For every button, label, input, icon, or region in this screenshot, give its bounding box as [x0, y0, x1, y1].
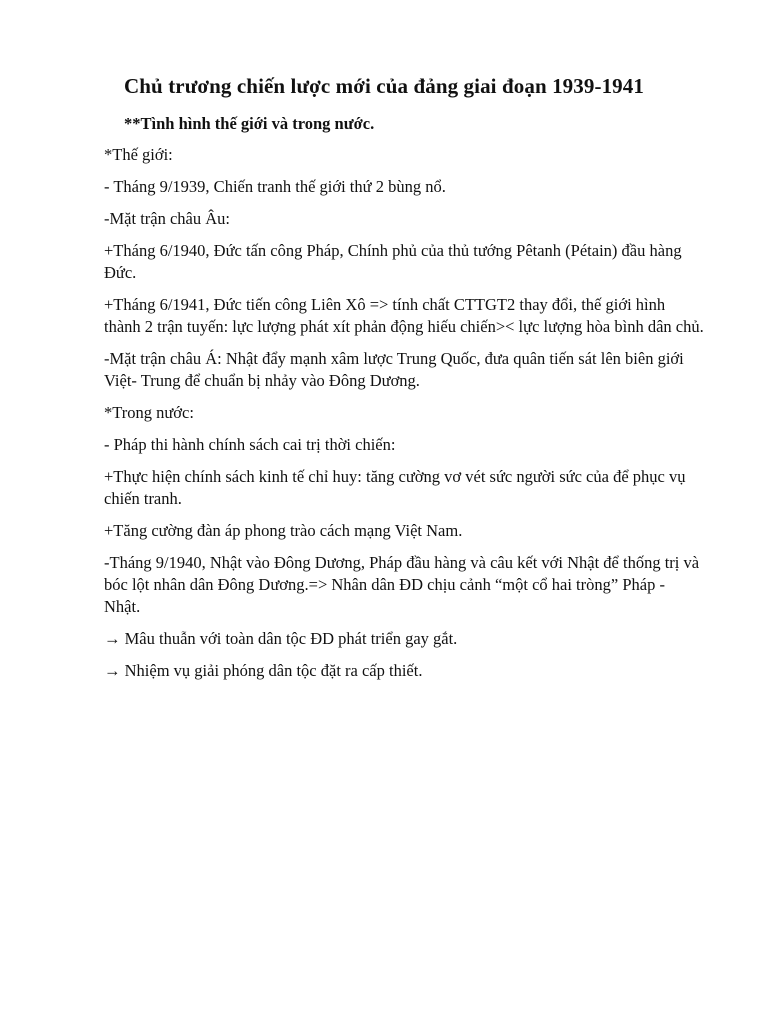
paragraph: +Tăng cường đàn áp phong trào cách mạng Việt Nam. — [104, 521, 463, 540]
heading-world: *Thế giới: — [104, 145, 173, 164]
conclusion-line: → Mâu thuẫn với toàn dân tộc ĐD phát triển gay gắt. — [104, 629, 458, 648]
paragraph: +Tháng 6/1941, Đức tiến công Liên Xô => tính chất CTTGT2 thay đổi, thế giới hình thành 2 trận tuyến: lực lượng phát xít phản động hiếu chiến>< lực lượng hòa bình dân chủ. — [104, 295, 704, 336]
heading-europe-front: -Mặt trận châu Âu: — [104, 209, 230, 228]
paragraph: -Mặt trận châu Á: Nhật đẩy mạnh xâm lược Trung Quốc, đưa quân tiến sát lên biên giới Việt- Trung để chuẩn bị nhảy vào Đông Dương. — [104, 349, 684, 390]
paragraph: - Pháp thi hành chính sách cai trị thời chiến: — [104, 435, 396, 454]
conclusion-line: → Nhiệm vụ giải phóng dân tộc đặt ra cấp thiết. — [104, 661, 423, 680]
paragraph: - Tháng 9/1939, Chiến tranh thế giới thứ 2 bùng nổ. — [104, 177, 446, 196]
heading-domestic: *Trong nước: — [104, 403, 194, 422]
paragraph: +Thực hiện chính sách kinh tế chỉ huy: tăng cường vơ vét sức người sức của để phục vụ chiến tranh. — [104, 467, 686, 508]
paragraph: +Tháng 6/1940, Đức tấn công Pháp, Chính phủ của thủ tướng Pêtanh (Pétain) đầu hàng Đức. — [104, 241, 682, 282]
page-title: Chủ trương chiến lược mới của đảng giai đoạn 1939-1941 — [124, 74, 644, 98]
paragraph: -Tháng 9/1940, Nhật vào Đông Dương, Pháp đầu hàng và câu kết với Nhật để thống trị và bóc lột nhân dân Đông Dương.=> Nhân dân ĐD chịu cảnh “một cổ hai tròng” Pháp - Nhật. — [104, 553, 700, 616]
document-body — [104, 144, 704, 692]
section-heading: **Tình hình thế giới và trong nước. — [124, 114, 375, 133]
